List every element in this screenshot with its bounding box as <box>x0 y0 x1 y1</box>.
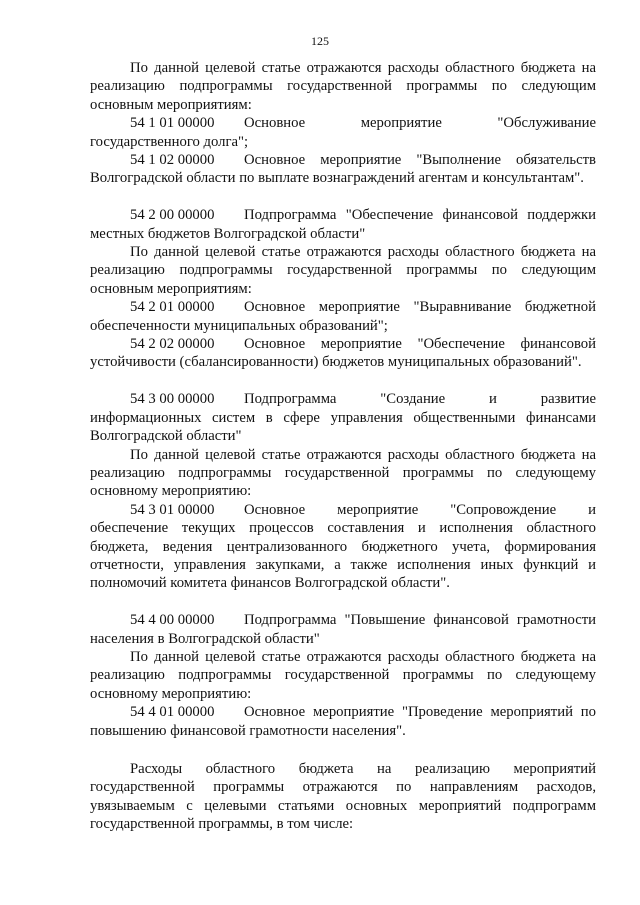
target-code: 54 4 00 00000 <box>130 612 215 629</box>
item-continuation: Волгоградской области по выплате вознаграждений агентам и консультантам". <box>90 170 584 187</box>
spacer <box>90 188 596 206</box>
item-first-line: Основное мероприятие "Выравнивание бюджетной <box>244 299 596 316</box>
item-first-line: Подпрограмма "Обеспечение финансовой поддержки <box>244 207 596 224</box>
item-heading-line <box>90 390 596 408</box>
target-code: 54 1 01 00000 <box>130 115 215 132</box>
paragraph-intro-3: По данной целевой статье отражаются расходы областного бюджета на реализацию подпрограммы государственной программы по следующему основному мероприятию: <box>90 446 596 500</box>
item-continuation: информационных систем в сфере управления общественными финансами Волгоградской области" <box>90 409 596 445</box>
page-number: 125 <box>311 34 329 48</box>
list-item-54-2-01 <box>90 298 596 335</box>
paragraph-closing: Расходы областного бюджета на реализацию мероприятий государственной программы отражаются по направлениям расходов, увязываемым с целевыми статьями основных мероприятий подпрограмм государственной программы, в том числе: <box>90 760 596 833</box>
item-heading-line <box>90 151 596 169</box>
item-first-line: Подпрограмма "Создание и развитие <box>244 391 596 408</box>
item-continuation: обеспечение текущих процессов составления и исполнения областного бюджета, ведения централизованного бюджетного учета, формирования отчетности, управления закупками, а также исполнения иных функций и полномочий комитета финансов Волгоградской области". <box>90 520 596 592</box>
document-body <box>90 59 596 834</box>
item-continuation: местных бюджетов Волгоградской области" <box>90 225 366 242</box>
item-continuation: государственного долга"; <box>90 133 249 150</box>
item-heading-line <box>90 335 596 353</box>
item-heading-line <box>90 206 596 224</box>
subprogram-54-3 <box>90 390 596 445</box>
list-item-54-1-02 <box>90 151 596 188</box>
spacer <box>90 740 596 760</box>
list-item-54-2-02 <box>90 335 596 372</box>
item-first-line: Основное мероприятие "Обеспечение финансовой <box>244 336 596 353</box>
item-heading-line <box>90 501 596 519</box>
item-continuation: населения в Волгоградской области" <box>90 630 320 647</box>
item-continuation: устойчивости (сбалансированности) бюджетов муниципальных образований". <box>90 354 582 371</box>
paragraph-intro-2: По данной целевой статье отражаются расходы областного бюджета на реализацию подпрограммы государственной программы по следующим основным мероприятиям: <box>90 244 596 297</box>
spacer <box>90 372 596 390</box>
target-code: 54 4 01 00000 <box>130 704 215 721</box>
item-continuation: повышению финансовой грамотности населения". <box>90 722 406 739</box>
subprogram-54-2 <box>90 206 596 243</box>
target-code: 54 2 02 00000 <box>130 336 215 353</box>
item-heading-line <box>90 298 596 316</box>
paragraph-intro-4: По данной целевой статье отражаются расходы областного бюджета на реализацию подпрограммы государственной программы по следующему основному мероприятию: <box>90 648 596 702</box>
item-heading-line <box>90 114 596 132</box>
item-heading-line <box>90 611 596 629</box>
item-first-line: Основное мероприятие "Проведение мероприятий по <box>244 704 596 721</box>
item-first-line: Основное мероприятие "Сопровождение и <box>244 501 596 518</box>
list-item-54-3-01 <box>90 501 596 593</box>
subprogram-54-4 <box>90 611 596 648</box>
item-continuation: обеспеченности муниципальных образований"; <box>90 317 388 334</box>
target-code: 54 2 00 00000 <box>130 207 215 224</box>
target-code: 54 3 01 00000 <box>130 501 215 518</box>
list-item-54-1-01 <box>90 114 596 151</box>
paragraph-intro-1: По данной целевой статье отражаются расходы областного бюджета на реализацию подпрограммы государственной программы по следующим основным мероприятиям: <box>90 60 596 113</box>
item-first-line: Подпрограмма "Повышение финансовой грамотности <box>244 612 596 629</box>
target-code: 54 1 02 00000 <box>130 152 215 169</box>
list-item-54-4-01 <box>90 703 596 740</box>
spacer <box>90 593 596 611</box>
item-first-line: Основное мероприятие "Обслуживание <box>244 115 596 132</box>
item-first-line: Основное мероприятие "Выполнение обязательств <box>244 152 596 169</box>
item-heading-line <box>90 703 596 721</box>
target-code: 54 3 00 00000 <box>130 391 215 408</box>
target-code: 54 2 01 00000 <box>130 299 215 316</box>
